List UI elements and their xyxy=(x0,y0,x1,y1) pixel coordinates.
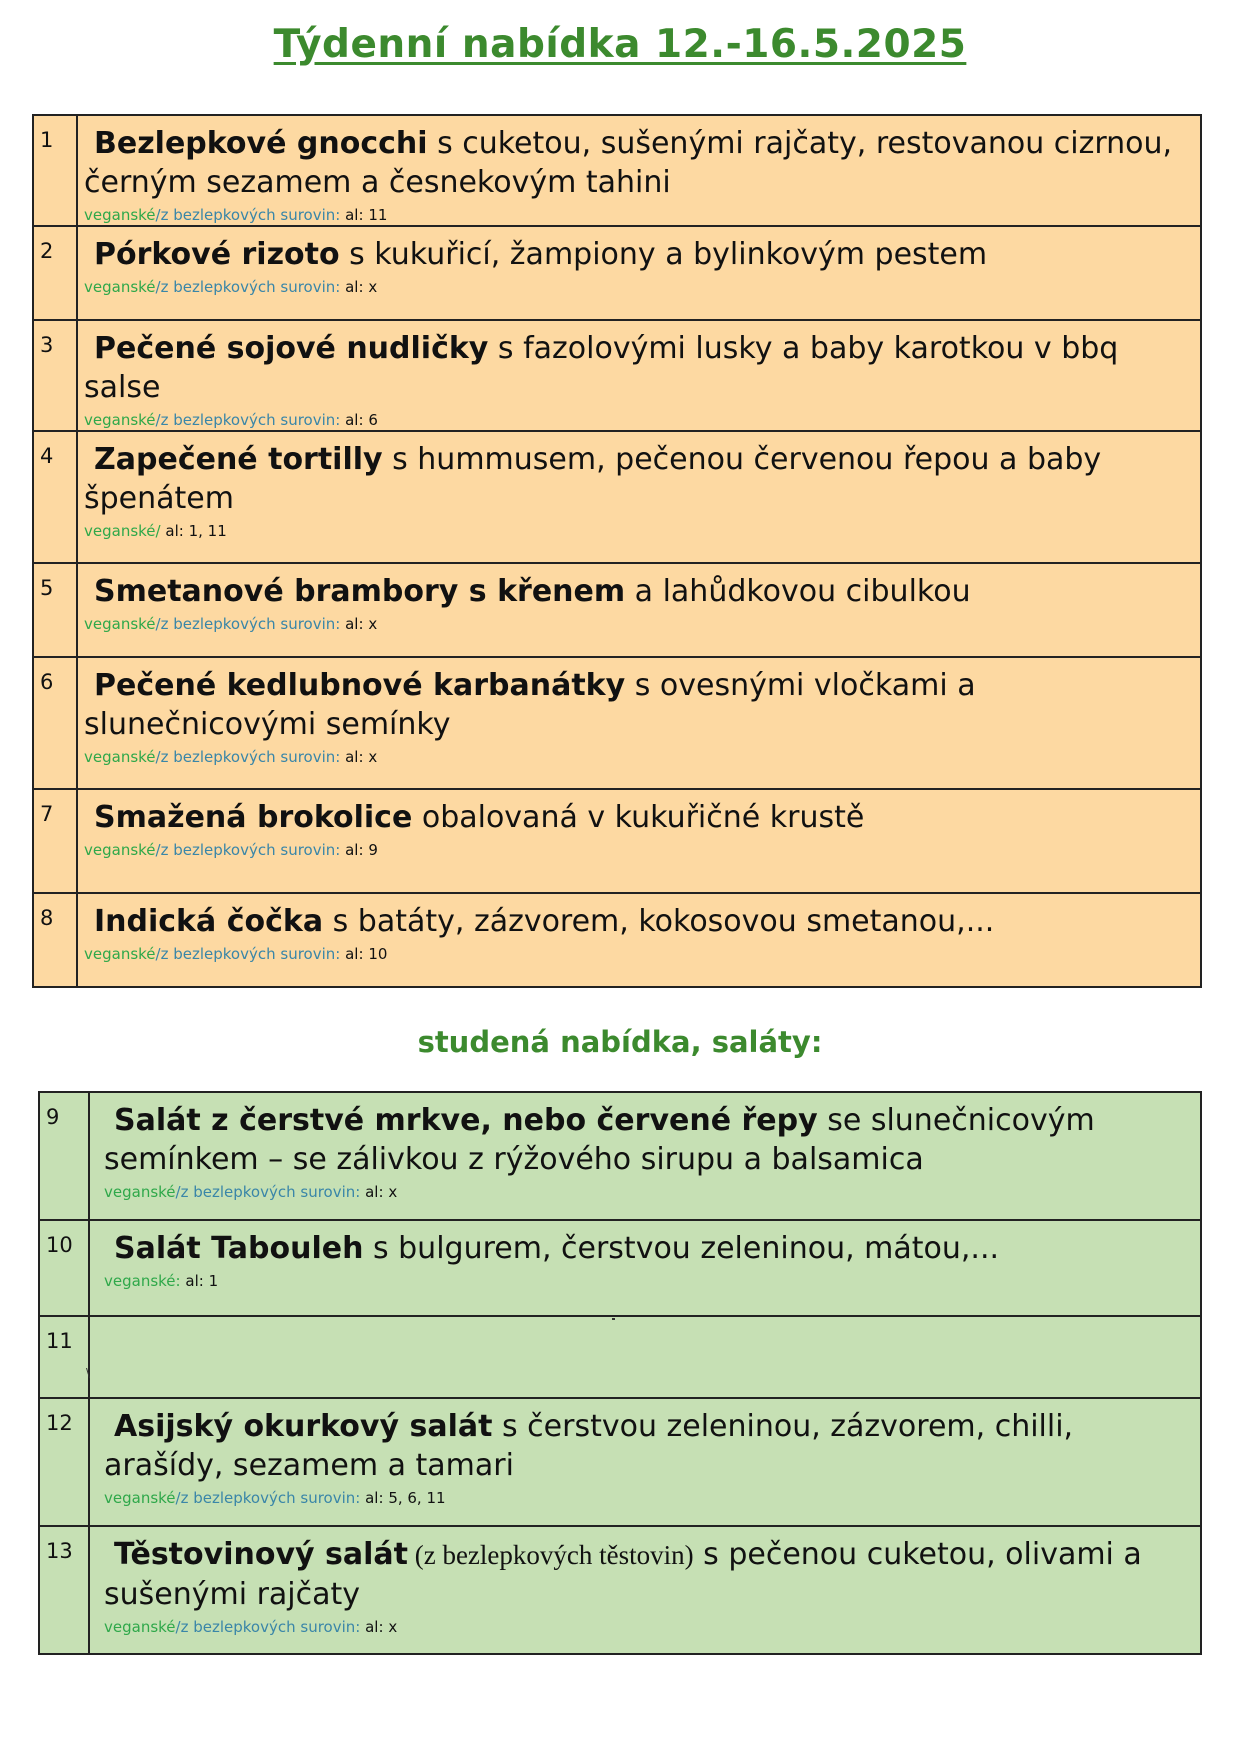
vegan-label: veganské xyxy=(84,278,156,296)
allergen-label: al: xyxy=(365,1618,384,1636)
vegan-label: veganské xyxy=(84,411,156,429)
item-number: 13 xyxy=(39,1526,89,1654)
allergen-info xyxy=(84,747,1192,767)
label-separator: / xyxy=(155,945,161,963)
dish-description: s bulgurem, čerstvou zeleninou, mátou,... xyxy=(363,1231,1000,1266)
item-number: 3 xyxy=(33,320,77,431)
menu-item xyxy=(77,431,1201,563)
table-row xyxy=(39,1092,1201,1220)
item-number: 1 xyxy=(33,115,77,226)
dish-name: Smetanové brambory s křenem xyxy=(94,574,626,609)
allergen-value: 1 xyxy=(208,1272,219,1290)
allergen-info xyxy=(84,205,1192,225)
dish-description: s pečenou cuketou, olivami a sušenými rajčaty xyxy=(104,1537,1142,1612)
allergen-label: al: xyxy=(345,278,364,296)
table-row xyxy=(39,1526,1201,1654)
label-separator: / xyxy=(175,1618,181,1636)
allergen-info xyxy=(84,840,1192,860)
table-row xyxy=(33,115,1201,226)
allergen-label: al: xyxy=(365,1489,384,1507)
table-row xyxy=(33,893,1201,987)
table-row xyxy=(39,1220,1201,1316)
gluten-free-label: z bezlepkových surovin: xyxy=(160,206,341,224)
menu-item xyxy=(77,226,1201,320)
menu-item xyxy=(89,1092,1201,1220)
item-number: 11 xyxy=(39,1316,89,1398)
dish-description: s hummusem, pečenou červenou řepou a baby špenátem xyxy=(84,442,1102,516)
gluten-free-label: z bezlepkových surovin: xyxy=(160,615,341,633)
menu-item xyxy=(77,115,1201,226)
table-row xyxy=(33,320,1201,431)
allergen-value: 10 xyxy=(368,945,388,963)
gluten-free-label: z bezlepkových surovin: xyxy=(160,841,341,859)
gluten-free-label: z bezlepkových surovin: xyxy=(160,945,341,963)
menu-item xyxy=(77,563,1201,657)
gluten-free-label: z bezlepkových surovin: xyxy=(180,1489,361,1507)
allergen-info xyxy=(84,410,1192,430)
label-separator: / xyxy=(175,1183,181,1201)
stray-tick: \ xyxy=(86,1366,91,1380)
page-title: Týdenní nabídka 12.-16.5.2025 xyxy=(273,22,967,67)
menu-item xyxy=(77,657,1201,789)
vegan-label: veganské xyxy=(104,1272,176,1290)
label-separator: / xyxy=(155,522,161,540)
dish-description: a lahůdkovou cibulkou xyxy=(625,574,971,609)
gluten-free-label: z bezlepkových surovin: xyxy=(160,748,341,766)
hot-menu-table xyxy=(32,114,1202,988)
allergen-label: al: xyxy=(345,411,364,429)
stray-mark xyxy=(612,1318,615,1320)
label-separator: / xyxy=(175,1489,181,1507)
dish-name: Indická čočka xyxy=(94,904,324,939)
allergen-value: x xyxy=(388,1183,398,1201)
dish-description: s cuketou, sušenými rajčaty, restovanou cizrnou, černým sezamem a česnekovým tahini xyxy=(84,126,1173,200)
allergen-info xyxy=(104,1271,1192,1291)
allergen-value: x xyxy=(368,278,378,296)
gluten-free-label: z bezlepkových surovin: xyxy=(160,411,341,429)
table-row xyxy=(33,226,1201,320)
dish-name: Zapečené tortilly xyxy=(94,442,383,477)
label-separator: / xyxy=(155,206,161,224)
dish-name: Pórkové rizoto xyxy=(94,237,340,272)
allergen-label: al: xyxy=(345,206,364,224)
item-number: 12 xyxy=(39,1398,89,1526)
allergen-label: al: xyxy=(345,841,364,859)
dish-name: Smažená brokolice xyxy=(94,800,413,835)
allergen-info xyxy=(84,944,1192,964)
gluten-free-label: z bezlepkových surovin: xyxy=(180,1183,361,1201)
allergen-label: al: xyxy=(365,1183,384,1201)
allergen-value: 1, 11 xyxy=(188,522,227,540)
allergen-value: x xyxy=(388,1618,398,1636)
menu-item xyxy=(77,320,1201,431)
dish-description: s batáty, zázvorem, kokosovou smetanou,... xyxy=(323,904,995,939)
dish-name: Salát Tabouleh xyxy=(114,1231,364,1266)
gluten-free-label: z bezlepkových surovin: xyxy=(180,1618,361,1636)
vegan-label: veganské xyxy=(104,1183,176,1201)
table-row xyxy=(33,563,1201,657)
table-row xyxy=(33,657,1201,789)
vegan-label: veganské xyxy=(84,841,156,859)
table-row xyxy=(39,1398,1201,1526)
item-number: 10 xyxy=(39,1220,89,1316)
menu-item xyxy=(77,789,1201,893)
label-separator: / xyxy=(155,748,161,766)
dish-description: s kukuřicí, žampiony a bylinkovým pestem xyxy=(339,237,988,272)
item-number: 9 xyxy=(39,1092,89,1220)
menu-item xyxy=(89,1220,1201,1316)
dish-name: Bezlepkové gnocchi xyxy=(94,126,428,161)
label-separator: / xyxy=(155,411,161,429)
item-number: 5 xyxy=(33,563,77,657)
label-separator: / xyxy=(155,615,161,633)
item-number: 4 xyxy=(33,431,77,563)
dish-description: s fazolovými lusky a baby karotkou v bbq salse xyxy=(84,331,1119,405)
dish-description: s čerstvou zeleninou, zázvorem, chilli, arašídy, sezamem a tamari xyxy=(104,1409,1074,1483)
allergen-label: al: xyxy=(345,748,364,766)
menu-item xyxy=(89,1316,1201,1398)
allergen-info xyxy=(104,1488,1192,1508)
allergen-value: x xyxy=(368,748,378,766)
label-separator: / xyxy=(155,278,161,296)
vegan-label: veganské xyxy=(84,945,156,963)
item-number: 6 xyxy=(33,657,77,789)
vegan-label: veganské xyxy=(84,615,156,633)
allergen-value: 11 xyxy=(368,206,388,224)
dish-description: s ovesnými vločkami a slunečnicovými semínky xyxy=(84,668,976,742)
dish-name: Salát z čerstvé mrkve, nebo červené řepy xyxy=(114,1103,818,1138)
allergen-value: 9 xyxy=(368,841,378,859)
vegan-label: veganské xyxy=(84,206,156,224)
dish-description: obalovaná v kukuřičné krustě xyxy=(412,800,865,835)
allergen-info xyxy=(84,277,1192,297)
table-row xyxy=(33,789,1201,893)
vegan-label: veganské xyxy=(104,1489,176,1507)
allergen-info xyxy=(104,1182,1192,1202)
allergen-info xyxy=(84,614,1192,634)
menu-item xyxy=(89,1398,1201,1526)
menu-item xyxy=(77,893,1201,987)
table-row xyxy=(39,1316,1201,1398)
menu-item xyxy=(89,1526,1201,1654)
vegan-label: veganské xyxy=(84,522,156,540)
section-subtitle: studená nabídka, saláty: xyxy=(417,1025,823,1059)
allergen-label: al: xyxy=(165,522,184,540)
allergen-info xyxy=(104,1617,1192,1637)
dish-note: (z bezlepkových těstovin) xyxy=(407,1540,694,1570)
item-number: 8 xyxy=(33,893,77,987)
dish-description: se slunečnicovým semínkem – se zálivkou z rýžového sirupu a balsamica xyxy=(104,1103,1095,1177)
vegan-label: veganské xyxy=(84,748,156,766)
allergen-value: 5, 6, 11 xyxy=(388,1489,446,1507)
allergen-value: x xyxy=(368,615,378,633)
allergen-label: al: xyxy=(345,615,364,633)
allergen-value: 6 xyxy=(368,411,378,429)
dish-name: Těstovinový salát xyxy=(114,1537,408,1572)
dish-name: Pečené kedlubnové karbanátky xyxy=(94,668,626,703)
allergen-info xyxy=(84,521,1192,541)
dish-name: Pečené sojové nudličky xyxy=(94,331,489,366)
allergen-label: al: xyxy=(345,945,364,963)
item-number: 7 xyxy=(33,789,77,893)
label-colon: : xyxy=(175,1272,181,1290)
item-number: 2 xyxy=(33,226,77,320)
label-separator: / xyxy=(155,841,161,859)
vegan-label: veganské xyxy=(104,1618,176,1636)
allergen-label: al: xyxy=(185,1272,204,1290)
gluten-free-label: z bezlepkových surovin: xyxy=(160,278,341,296)
cold-menu-table xyxy=(38,1091,1202,1655)
dish-name: Asijský okurkový salát xyxy=(114,1409,493,1444)
table-row xyxy=(33,431,1201,563)
